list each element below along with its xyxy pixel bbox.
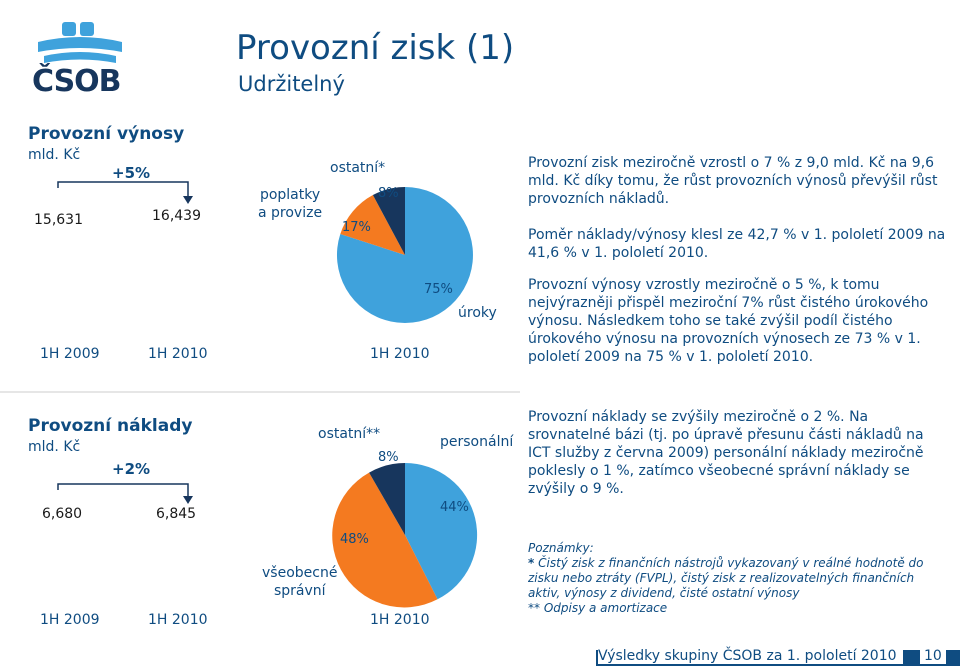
page-subtitle: Udržitelný xyxy=(238,72,345,96)
revenues-pie-year: 1H 2010 xyxy=(370,346,430,362)
costs-value-2009: 6,680 xyxy=(42,506,83,522)
revenues-unit: mld. Kč xyxy=(28,147,81,163)
revenues-year-2010: 1H 2010 xyxy=(148,346,208,362)
pie-label-fees: poplatky a provize xyxy=(258,187,323,221)
text-paragraph-2: Poměr náklady/výnosy klesl ze 42,7 % v 1. pololetí 2009 na 41,6 % v 1. pololetí 2010. xyxy=(528,227,946,261)
revenues-value-2009: 15,631 xyxy=(34,212,83,228)
footer-divider xyxy=(906,650,907,664)
pie-pct-fees: 17% xyxy=(342,220,371,235)
pie-pct-interest: 75% xyxy=(424,282,453,297)
text-paragraph-3: Provozní výnosy vzrostly meziročně o 5 %, k tomu nejvýrazněji přispěl meziroční 7% růst čistého úrokového výnosu. Následkem toho se také zvýšil podíl čistého úrokového výnosu na provozních výnosech ze 73 % v 1. pololetí 2009 na 75 % v 1. pololetí 2010. xyxy=(528,277,929,365)
pie-pct-personnel: 44% xyxy=(440,500,469,515)
note-1 xyxy=(528,556,928,601)
text-paragraph-1: Provozní zisk meziročně vzrostl o 7 % z 9,0 mld. Kč na 9,6 mld. Kč díky tomu, že růst provozních výnosů převýšil růst provozních nákladů. xyxy=(528,155,938,207)
page-title: Provozní zisk (1) xyxy=(236,28,515,68)
costs-value-2010: 6,845 xyxy=(156,506,197,522)
revenues-growth: +5% xyxy=(112,164,151,182)
note-2: ** Odpisy a amortizace xyxy=(528,601,668,615)
logo-text: ČSOB xyxy=(32,64,121,99)
revenues-title: Provozní výnosy xyxy=(28,124,185,144)
pie-pct-other-costs: 8% xyxy=(378,450,399,465)
revenues-year-2009: 1H 2009 xyxy=(40,346,100,362)
costs-unit: mld. Kč xyxy=(28,439,81,455)
page-number: 10 xyxy=(920,648,946,664)
pie-pct-general: 48% xyxy=(340,532,369,547)
footer-text: Výsledky skupiny ČSOB za 1. pololetí 2010 xyxy=(598,648,903,664)
notes xyxy=(528,541,928,616)
note-1-mark: * xyxy=(528,556,535,570)
arrow-head-icon xyxy=(183,196,193,204)
note-1-text: Čistý zisk z finančních nástrojů vykazovaný v reálné hodnotě do zisku nebo ztráty (FVPL), čistý zisk z realizovatelných finančních aktiv, výnosy z dividend, čisté ostatní výnosy xyxy=(528,556,924,600)
costs-year-2010: 1H 2010 xyxy=(148,612,208,628)
costs-growth: +2% xyxy=(112,460,151,478)
pie-label-personnel: personální xyxy=(440,434,514,450)
revenues-value-2010: 16,439 xyxy=(152,208,201,224)
arrow-head-icon xyxy=(183,496,193,504)
growth-arrow-costs xyxy=(58,484,188,498)
costs-year-2009: 1H 2009 xyxy=(40,612,100,628)
notes-title: Poznámky: xyxy=(528,541,594,555)
costs-pie-year: 1H 2010 xyxy=(370,612,430,628)
text-paragraph-4: Provozní náklady se zvýšily meziročně o 2 %. Na srovnatelné bázi (tj. po úpravě přesunu části nákladů na ICT služby z června 2009) personální náklady meziročně poklesly o 1 %, zatímco všeobecné správní náklady se zvýšily o 9 %. xyxy=(528,409,924,497)
pie-label-interest: úroky xyxy=(458,305,497,321)
pie-label-other: ostatní* xyxy=(330,160,386,176)
pie-label-other-costs: ostatní** xyxy=(318,426,381,442)
costs-title: Provozní náklady xyxy=(28,416,193,436)
pie-label-general: všeobecné správní xyxy=(262,565,338,599)
pie-pct-other: 8% xyxy=(378,186,399,201)
growth-arrow-revenue xyxy=(58,182,188,198)
